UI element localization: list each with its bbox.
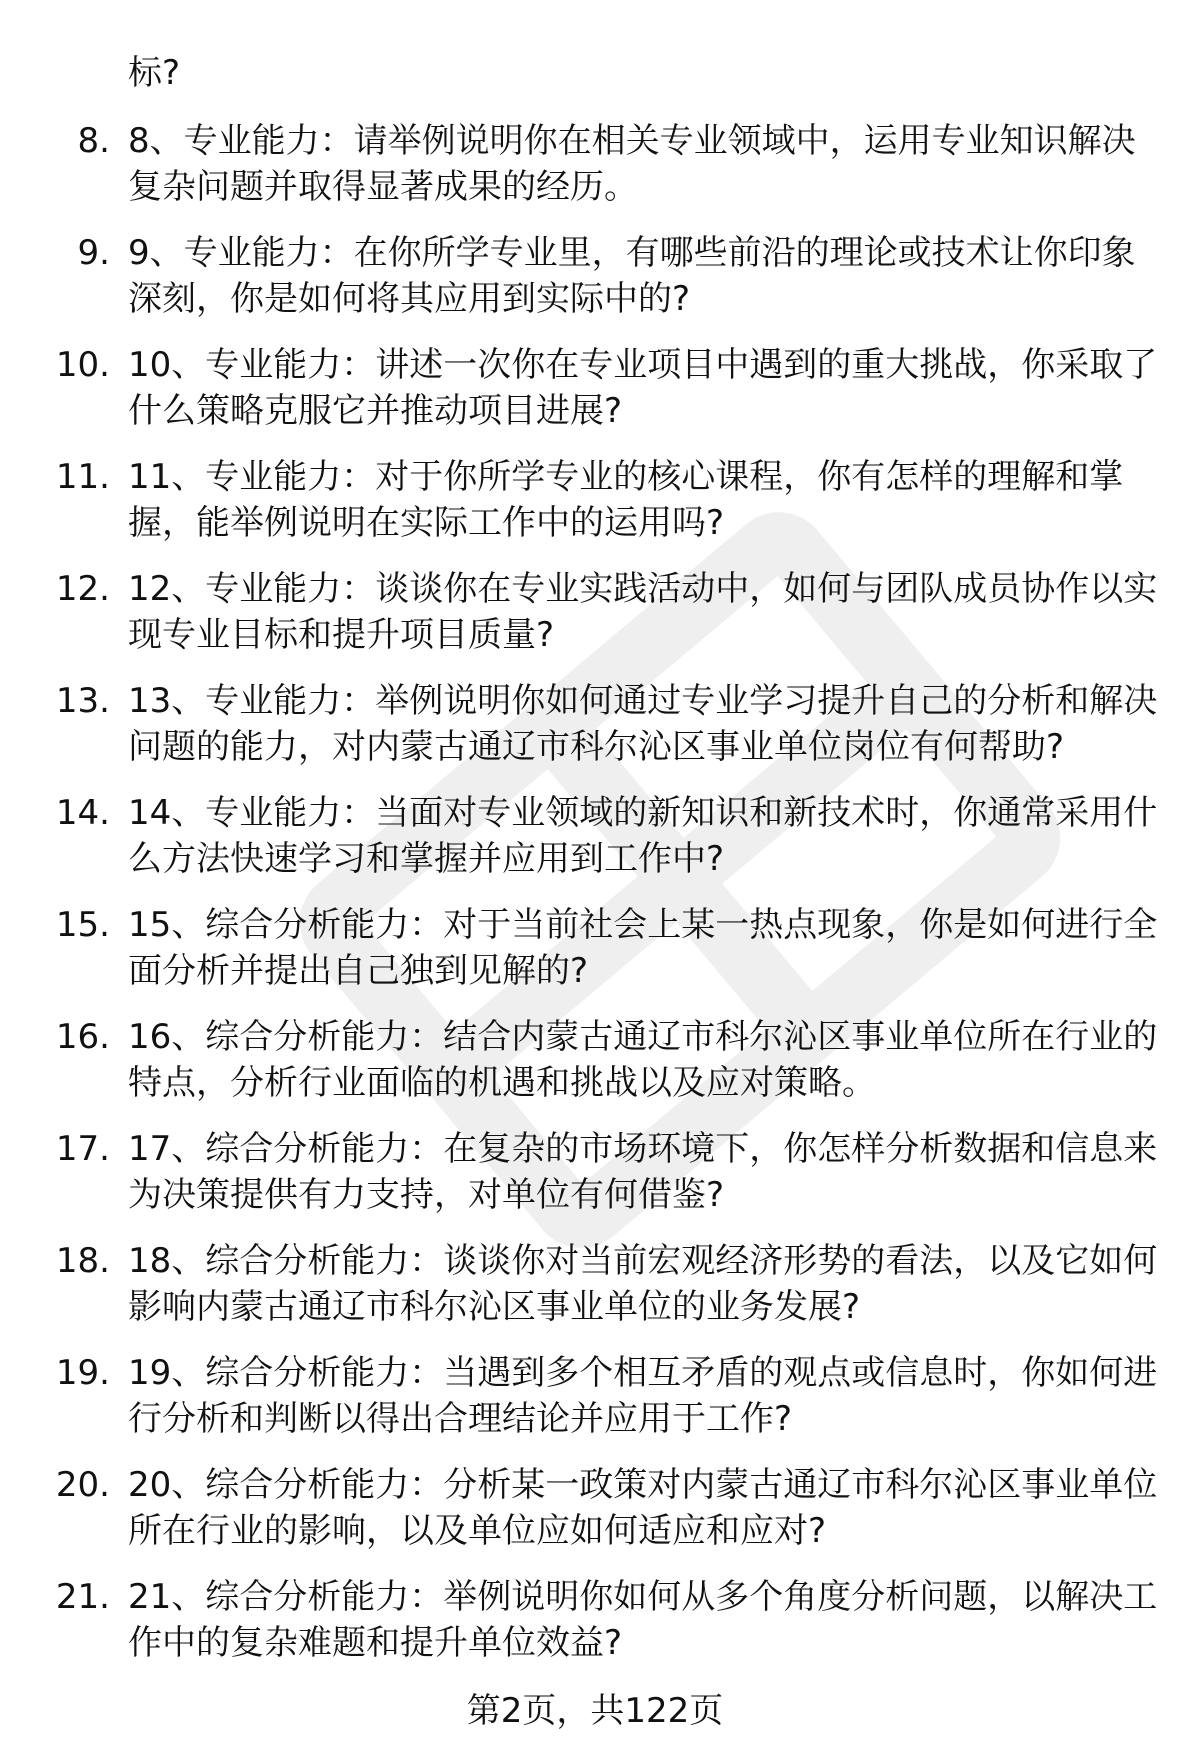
item-number: 18. (55, 1241, 110, 1281)
list-item (0, 678, 1190, 770)
item-number: 9. (77, 233, 110, 273)
question-text: 17、综合分析能力：在复杂的市场环境下，你怎样分析数据和信息来为决策提供有力支持，对单位有何借鉴? (128, 1129, 1158, 1215)
question-text: 12、专业能力：谈谈你在专业实践活动中，如何与团队成员协作以实现专业目标和提升项目质量? (128, 569, 1158, 655)
question-text: 8、专业能力：请举例说明你在相关专业领域中，运用专业知识解决复杂问题并取得显著成果的经历。 (128, 121, 1136, 207)
list-item (0, 1126, 1190, 1218)
list-item (0, 1014, 1190, 1106)
question-text: 9、专业能力：在你所学专业里，有哪些前沿的理论或技术让你印象深刻，你是如何将其应用到实际中的? (128, 233, 1136, 319)
item-number: 15. (55, 905, 110, 945)
item-number: 20. (55, 1465, 110, 1505)
list-item (0, 118, 1190, 210)
list-item (0, 902, 1190, 994)
question-text: 14、专业能力：当面对专业领域的新知识和新技术时，你通常采用什么方法快速学习和掌握并应用到工作中? (128, 793, 1158, 879)
page-footer: 第2页，共122页 (466, 1691, 724, 1731)
list-item (0, 230, 1190, 322)
question-text: 16、综合分析能力：结合内蒙古通辽市科尔沁区事业单位所在行业的特点，分析行业面临的机遇和挑战以及应对策略。 (128, 1017, 1158, 1103)
item-number: 17. (55, 1129, 110, 1169)
question-text: 15、综合分析能力：对于当前社会上某一热点现象，你是如何进行全面分析并提出自己独到见解的? (128, 905, 1158, 991)
list-item (0, 790, 1190, 882)
list-item (0, 1238, 1190, 1330)
item-number: 13. (55, 681, 110, 721)
list-item (0, 566, 1190, 658)
item-number: 8. (77, 121, 110, 161)
list-item (0, 342, 1190, 434)
question-text: 13、专业能力：举例说明你如何通过专业学习提升自己的分析和解决问题的能力，对内蒙古通辽市科尔沁区事业单位岗位有何帮助? (128, 681, 1158, 767)
list-item (0, 1574, 1190, 1666)
continuation-text: 标? (128, 53, 181, 93)
question-text: 21、综合分析能力：举例说明你如何从多个角度分析问题，以解决工作中的复杂难题和提升单位效益? (128, 1577, 1158, 1663)
question-text: 10、专业能力：讲述一次你在专业项目中遇到的重大挑战，你采取了什么策略克服它并推动项目进展? (128, 345, 1158, 431)
item-number: 12. (55, 569, 110, 609)
question-list (0, 118, 1190, 1686)
item-number: 11. (55, 457, 110, 497)
list-item (0, 454, 1190, 546)
question-text: 20、综合分析能力：分析某一政策对内蒙古通辽市科尔沁区事业单位所在行业的影响，以及单位应如何适应和应对? (128, 1465, 1158, 1551)
question-text: 18、综合分析能力：谈谈你对当前宏观经济形势的看法，以及它如何影响内蒙古通辽市科尔沁区事业单位的业务发展? (128, 1241, 1158, 1327)
item-number: 19. (55, 1353, 110, 1393)
item-number: 16. (55, 1017, 110, 1057)
item-number: 14. (55, 793, 110, 833)
list-item (0, 1462, 1190, 1554)
question-text: 19、综合分析能力：当遇到多个相互矛盾的观点或信息时，你如何进行分析和判断以得出合理结论并应用于工作? (128, 1353, 1158, 1439)
list-item (0, 1350, 1190, 1442)
item-number: 10. (55, 345, 110, 385)
question-text: 11、专业能力：对于你所学专业的核心课程，你有怎样的理解和掌握，能举例说明在实际工作中的运用吗? (128, 457, 1124, 543)
item-number: 21. (55, 1577, 110, 1617)
